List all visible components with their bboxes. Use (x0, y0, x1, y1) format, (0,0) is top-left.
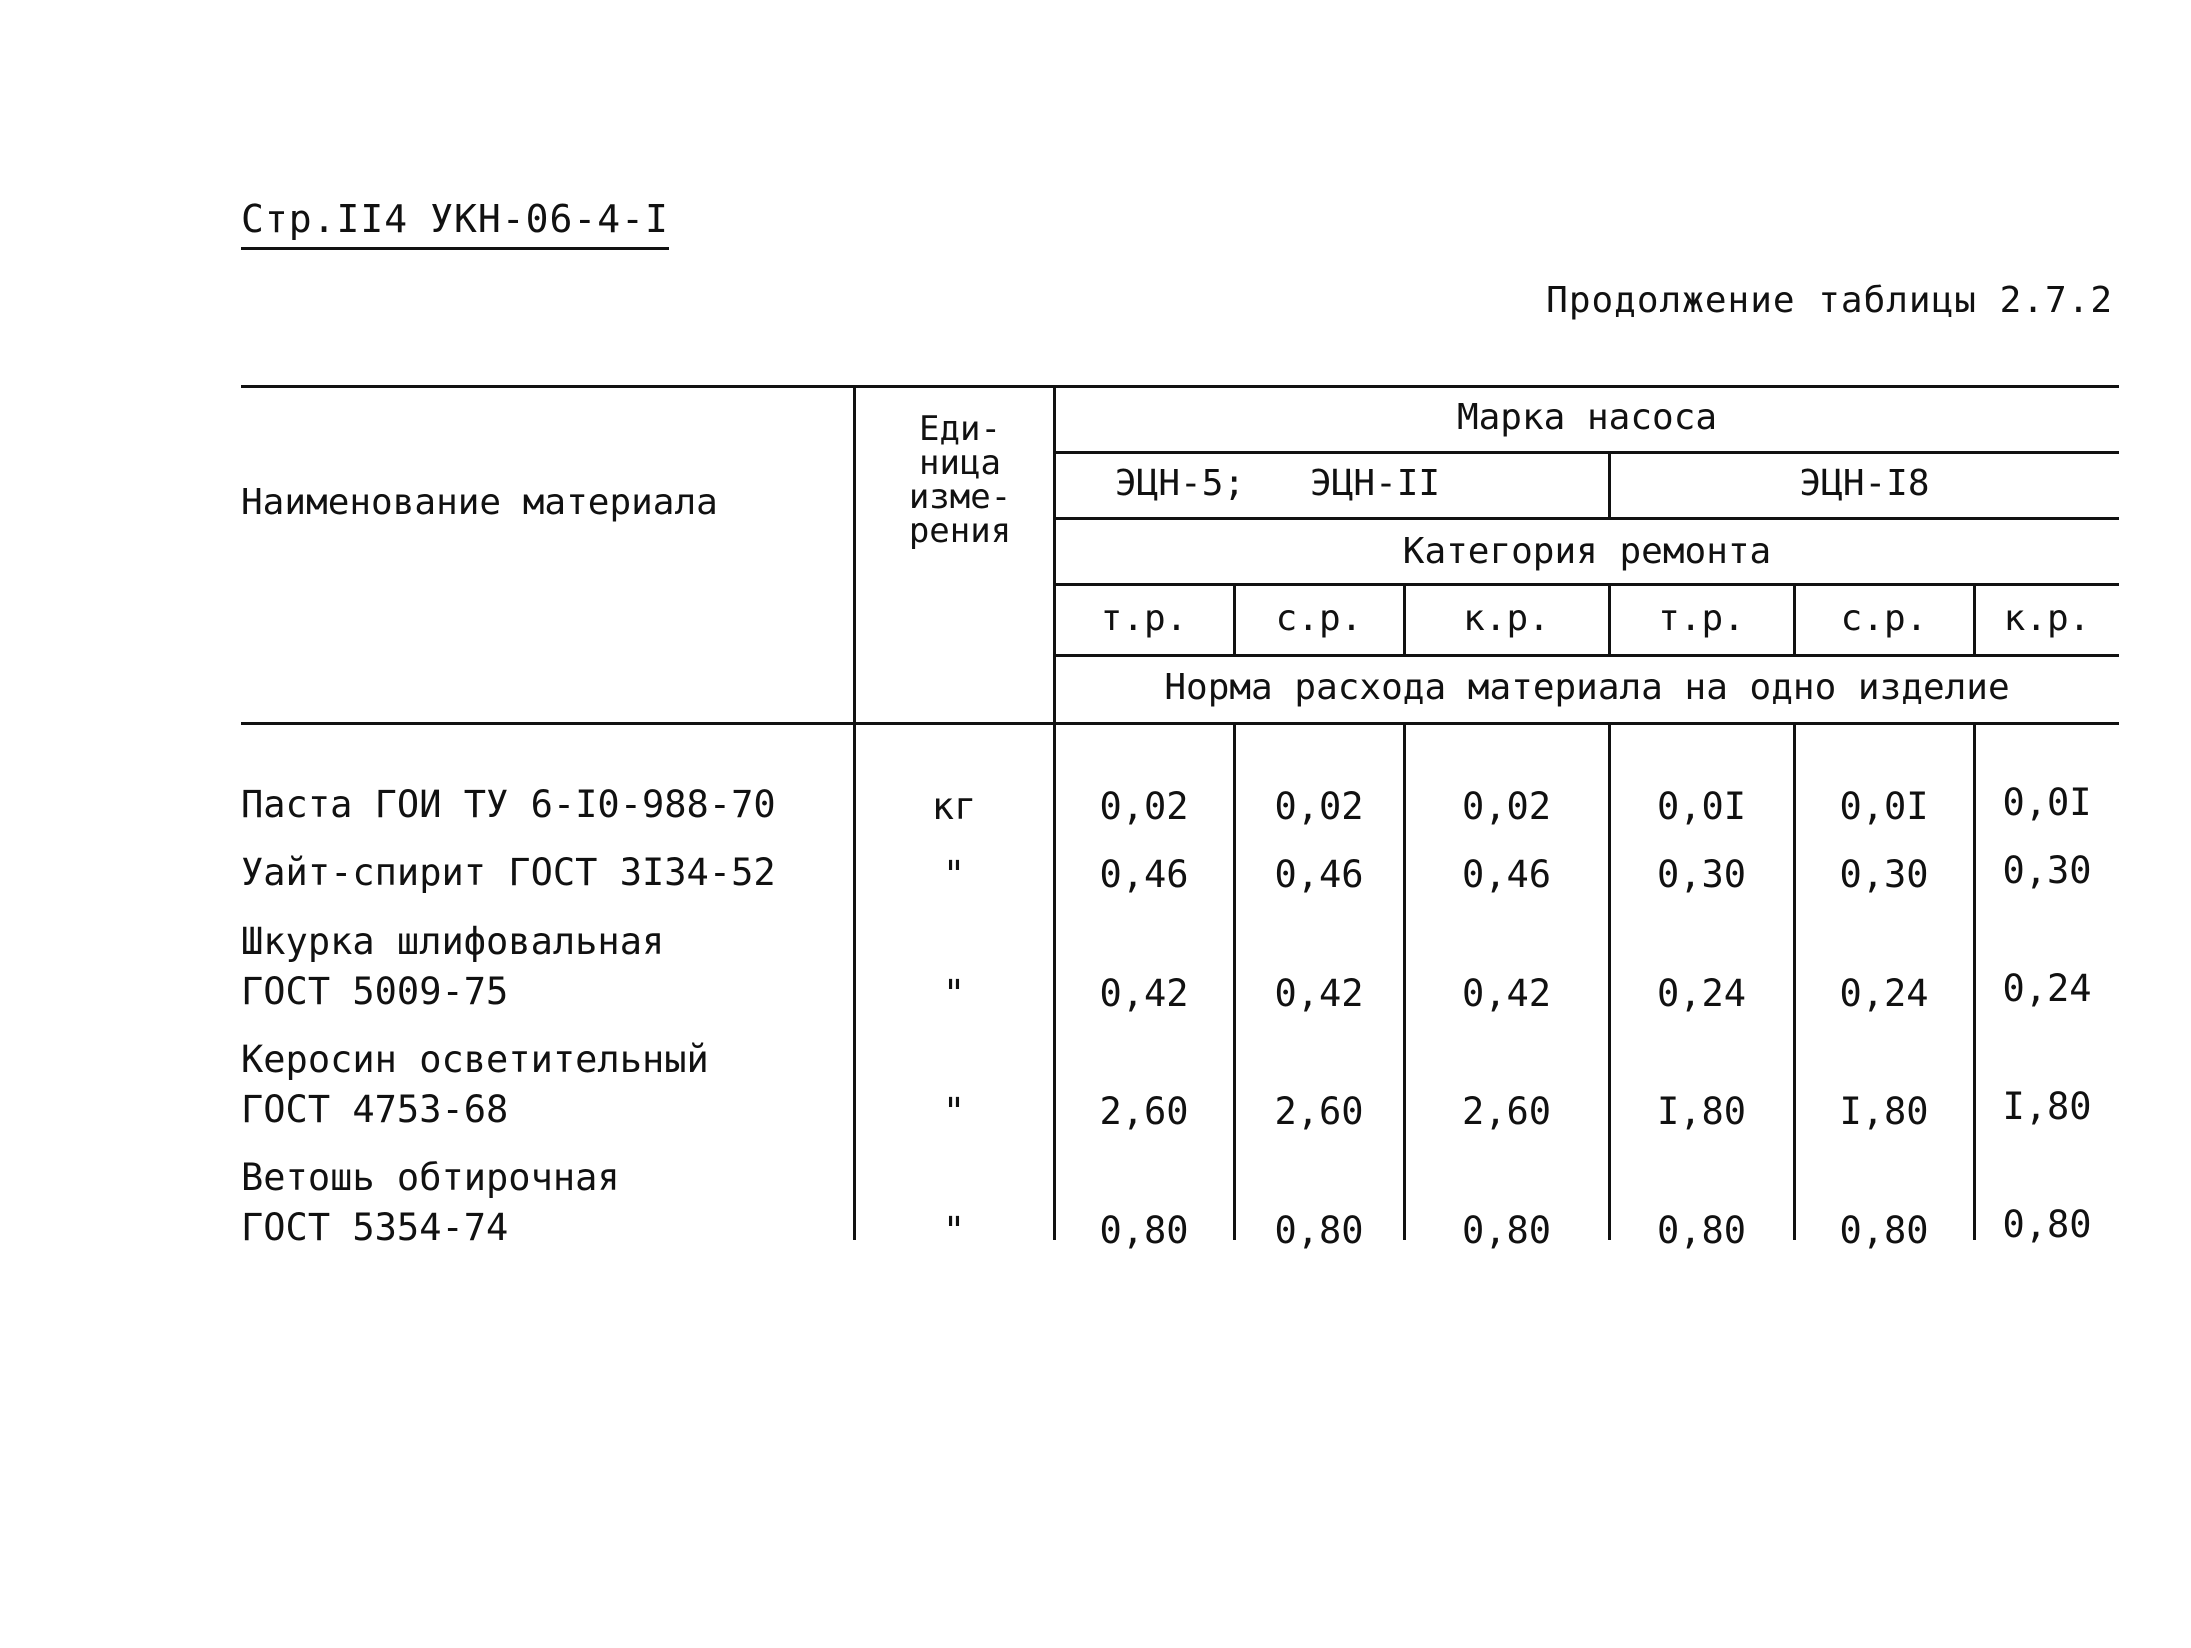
unit-header-line-4: рения (908, 511, 1012, 551)
repair-category-rule (1055, 583, 2119, 586)
material-name (241, 917, 664, 1017)
table-continuation-label: Продолжение таблицы 2.7.2 (1546, 280, 2113, 321)
value-cell: I,80 (1839, 1090, 1929, 1133)
document-code: УКН-06-4-I (430, 197, 669, 241)
material-name-line: Ветошь обтирочная (241, 1156, 620, 1199)
pump-group-rule (1055, 517, 2119, 520)
value-cell: 0,30 (2002, 849, 2092, 892)
category-kr-1: к.р. (1463, 598, 1550, 639)
unit-cell: " (942, 1090, 966, 1133)
material-name (241, 1153, 620, 1253)
value-cell: 0,0I (2002, 781, 2092, 824)
value-cell: 0,24 (2002, 967, 2092, 1010)
table-top-rule (241, 385, 2119, 388)
material-name (241, 1035, 709, 1135)
value-cell: 0,80 (1274, 1209, 1364, 1252)
pump-group-1-header: ЭЦН-5; ЭЦН-II (1115, 463, 1441, 504)
category-sr-2: с.р. (1840, 598, 1928, 639)
unit-cell: " (942, 853, 966, 896)
category-tr-1: т.р. (1100, 598, 1188, 639)
value-cell: 0,42 (1274, 972, 1364, 1015)
material-name-line: ГОСТ 4753-68 (241, 1088, 509, 1131)
value-cell: 0,24 (1839, 972, 1929, 1015)
material-name (241, 780, 776, 830)
value-cell: 0,80 (1099, 1209, 1189, 1252)
value-cell: 0,0I (1656, 785, 1747, 828)
page-number: Стр.II4 (241, 197, 409, 241)
norm-header: Норма расхода материала на одно изделие (1164, 667, 2010, 708)
pump-group-2-header: ЭЦН-I8 (1799, 463, 1930, 504)
category-sr-1: с.р. (1275, 598, 1363, 639)
material-name-line: Паста ГОИ ТУ 6-I0-988-70 (241, 783, 776, 826)
value-cell: 0,46 (1099, 853, 1189, 896)
unit-header-line-3: изме- (908, 477, 1012, 517)
value-cell: 0,42 (1099, 972, 1189, 1015)
repair-category-header: Категория ремонта (1402, 531, 1772, 572)
value-cell: 0,80 (1461, 1209, 1552, 1252)
pump-brand-rule (1055, 451, 2119, 454)
value-cell: 0,02 (1274, 785, 1364, 828)
value-cell: 0,24 (1656, 972, 1747, 1015)
pump-brand-header: Марка насоса (1456, 397, 1718, 438)
value-cell: 0,02 (1099, 785, 1189, 828)
material-name-line: Уайт-спирит ГОСТ 3I34-52 (241, 851, 776, 894)
value-cell: 0,80 (1656, 1209, 1747, 1252)
material-name (241, 848, 776, 898)
unit-cell: кг (931, 785, 977, 828)
unit-header-line-1: Еди- (919, 409, 1001, 449)
header-bottom-rule (241, 722, 2119, 725)
value-cell: 2,60 (1274, 1090, 1364, 1133)
material-column-header: Наименование материала (241, 482, 718, 523)
category-tr-2: т.р. (1658, 598, 1745, 639)
value-cell: 0,02 (1461, 785, 1552, 828)
value-cell: 0,30 (1839, 853, 1929, 896)
unit-header-line-2: ница (919, 443, 1001, 483)
material-name-line: Керосин осветительный (241, 1038, 709, 1081)
category-kr-2: к.р. (2003, 598, 2091, 639)
material-name-line: ГОСТ 5354-74 (241, 1206, 509, 1249)
material-name-line: ГОСТ 5009-75 (241, 970, 509, 1013)
unit-cell: " (942, 972, 966, 1015)
value-cell: I,80 (2002, 1085, 2092, 1128)
value-cell: 0,46 (1461, 853, 1552, 896)
value-cell: 0,0I (1839, 785, 1929, 828)
value-cell: I,80 (1656, 1090, 1747, 1133)
unit-column-header (880, 409, 1040, 551)
value-cell: 0,80 (1839, 1209, 1929, 1252)
value-cell: 0,46 (1274, 853, 1364, 896)
unit-cell: " (942, 1209, 966, 1252)
value-cell: 2,60 (1461, 1090, 1552, 1133)
material-name-line: Шкурка шлифовальная (241, 920, 665, 963)
category-rule (1055, 654, 2119, 657)
value-cell: 0,42 (1461, 972, 1552, 1015)
page-reference (241, 197, 669, 250)
value-cell: 0,30 (1656, 853, 1747, 896)
value-cell: 0,80 (2002, 1203, 2092, 1246)
value-cell: 2,60 (1099, 1090, 1189, 1133)
